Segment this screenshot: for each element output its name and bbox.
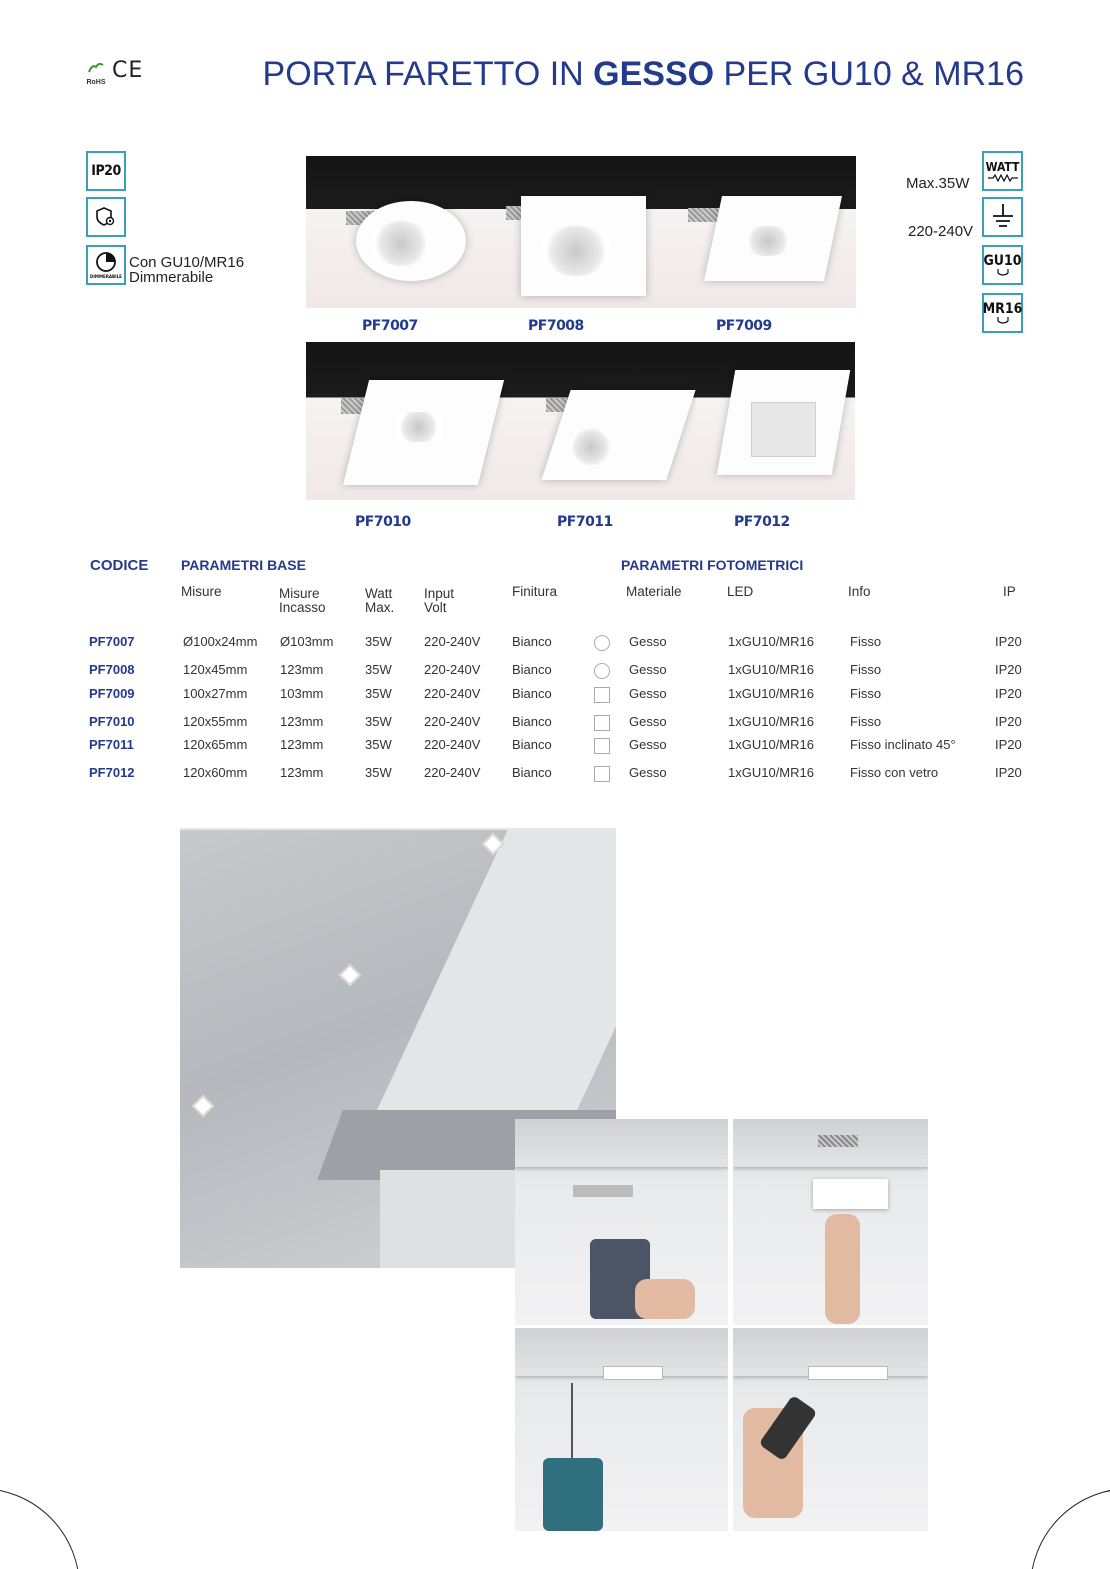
cell-watt: 35W	[365, 634, 392, 649]
product-label: PF7010	[355, 514, 411, 530]
cell-info: Fisso	[850, 662, 882, 677]
cell-led: 1xGU10/MR16	[728, 737, 814, 752]
cell-watt: 35W	[365, 765, 392, 780]
cell-ip: IP20	[995, 737, 1022, 752]
cell-ip: IP20	[995, 662, 1022, 677]
cell-info: Fisso	[850, 634, 882, 649]
cell-watt: 35W	[365, 737, 392, 752]
cell-incasso: 123mm	[280, 714, 324, 729]
cell-materiale: Gesso	[629, 634, 667, 649]
cell-materiale: Gesso	[629, 686, 667, 701]
row-code: PF7008	[89, 662, 135, 677]
cell-volt: 220-240V	[424, 737, 481, 752]
max-watt-label: Max.35W	[906, 175, 970, 192]
product-photo-pf7008	[496, 156, 668, 308]
row-code: PF7011	[89, 737, 134, 752]
dimmable-icon: DIMMERABILE	[86, 245, 126, 285]
cell-volt: 220-240V	[424, 662, 481, 677]
cell-materiale: Gesso	[629, 714, 667, 729]
cell-incasso: Ø103mm	[280, 634, 334, 649]
cell-incasso: 123mm	[280, 662, 324, 677]
cell-finitura: Bianco	[512, 662, 552, 677]
cell-misure: 120x60mm	[183, 765, 248, 780]
product-label: PF7007	[362, 318, 418, 334]
ip20-icon: IP20	[86, 151, 126, 191]
row-code: PF7009	[89, 686, 135, 701]
cell-materiale: Gesso	[629, 737, 667, 752]
col-header-volt: Input Volt	[424, 586, 455, 615]
product-photo-pf7007	[306, 156, 496, 308]
cell-volt: 220-240V	[424, 714, 481, 729]
photometric-params-header: PARAMETRI FOTOMETRICI	[621, 557, 804, 573]
cell-incasso: 123mm	[280, 765, 324, 780]
ce-mark: CE	[112, 58, 144, 83]
product-label: PF7012	[734, 514, 790, 530]
cell-misure: Ø100x24mm	[183, 634, 258, 649]
cell-led: 1xGU10/MR16	[728, 662, 814, 677]
cell-finitura: Bianco	[512, 634, 552, 649]
square-shape-icon	[594, 766, 610, 782]
col-header-finitura: Finitura	[512, 584, 558, 599]
install-step-insert-photo	[733, 1119, 928, 1325]
col-header-materiale: Materiale	[626, 584, 682, 599]
row-code: PF7012	[89, 765, 135, 780]
cell-info: Fisso con vetro	[850, 765, 939, 780]
cell-materiale: Gesso	[629, 765, 667, 780]
square-shape-icon	[594, 715, 610, 731]
cell-incasso: 123mm	[280, 737, 324, 752]
cell-led: 1xGU10/MR16	[728, 686, 814, 701]
row-code: PF7007	[89, 634, 135, 649]
install-step-cut-photo	[515, 1119, 728, 1325]
install-step-drill-photo	[515, 1328, 728, 1531]
cell-ip: IP20	[995, 765, 1022, 780]
col-header-led: LED	[727, 584, 754, 599]
base-params-header: PARAMETRI BASE	[181, 557, 306, 573]
product-photo-pf7011	[506, 342, 696, 500]
square-shape-icon	[594, 738, 610, 754]
product-label: PF7008	[528, 318, 584, 334]
cell-ip: IP20	[995, 634, 1022, 649]
cell-watt: 35W	[365, 714, 392, 729]
corner-arc-left	[0, 1488, 80, 1569]
col-header-misure: Misure	[181, 584, 222, 599]
cell-misure: 120x45mm	[183, 662, 248, 677]
row-code: PF7010	[89, 714, 135, 729]
dimmable-caption: Con GU10/MR16 Dimmerabile	[129, 254, 245, 286]
square-shape-icon	[594, 687, 610, 703]
rohs-logo: RoHS	[86, 61, 106, 81]
cell-misure: 120x65mm	[183, 737, 248, 752]
cell-finitura: Bianco	[512, 714, 552, 729]
cell-ip: IP20	[995, 714, 1022, 729]
watt-icon: WATT	[982, 151, 1023, 191]
certification-marks	[86, 58, 144, 86]
cell-led: 1xGU10/MR16	[728, 714, 814, 729]
cell-led: 1xGU10/MR16	[728, 765, 814, 780]
cell-materiale: Gesso	[629, 662, 667, 677]
cell-finitura: Bianco	[512, 737, 552, 752]
cell-misure: 100x27mm	[183, 686, 248, 701]
col-header-watt: Watt Max.	[365, 586, 395, 615]
cell-info: Fisso	[850, 714, 882, 729]
cell-watt: 35W	[365, 686, 392, 701]
col-header-incasso: Misure Incasso	[279, 586, 326, 615]
corner-arc-right	[1030, 1488, 1110, 1569]
cell-volt: 220-240V	[424, 765, 481, 780]
product-label: PF7009	[716, 318, 772, 334]
cell-volt: 220-240V	[424, 686, 481, 701]
product-photo-pf7009	[668, 156, 856, 308]
cell-ip: IP20	[995, 686, 1022, 701]
product-photo-pf7010	[306, 342, 506, 500]
col-header-ip: IP	[1003, 584, 1016, 599]
product-photo-pf7012	[696, 342, 855, 500]
voltage-label: 220-240V	[908, 223, 974, 240]
code-header: CODICE	[90, 557, 149, 574]
round-shape-icon	[594, 663, 610, 679]
install-step-finish-photo	[733, 1328, 928, 1531]
col-header-info: Info	[848, 584, 871, 599]
cell-info: Fisso inclinato 45°	[850, 737, 956, 752]
earth-ground-icon	[982, 197, 1023, 237]
gu10-icon: GU10	[982, 245, 1023, 285]
cell-incasso: 103mm	[280, 686, 324, 701]
cell-volt: 220-240V	[424, 634, 481, 649]
cell-finitura: Bianco	[512, 686, 552, 701]
mr16-icon: MR16	[982, 293, 1023, 333]
shield-gear-icon	[86, 197, 126, 237]
cell-info: Fisso	[850, 686, 882, 701]
product-label: PF7011	[557, 514, 613, 530]
page-title: PORTA FARETTO IN GESSO PER GU10 & MR16	[262, 55, 1024, 93]
cell-misure: 120x55mm	[183, 714, 248, 729]
round-shape-icon	[594, 635, 610, 651]
cell-finitura: Bianco	[512, 765, 552, 780]
cell-watt: 35W	[365, 662, 392, 677]
cell-led: 1xGU10/MR16	[728, 634, 814, 649]
